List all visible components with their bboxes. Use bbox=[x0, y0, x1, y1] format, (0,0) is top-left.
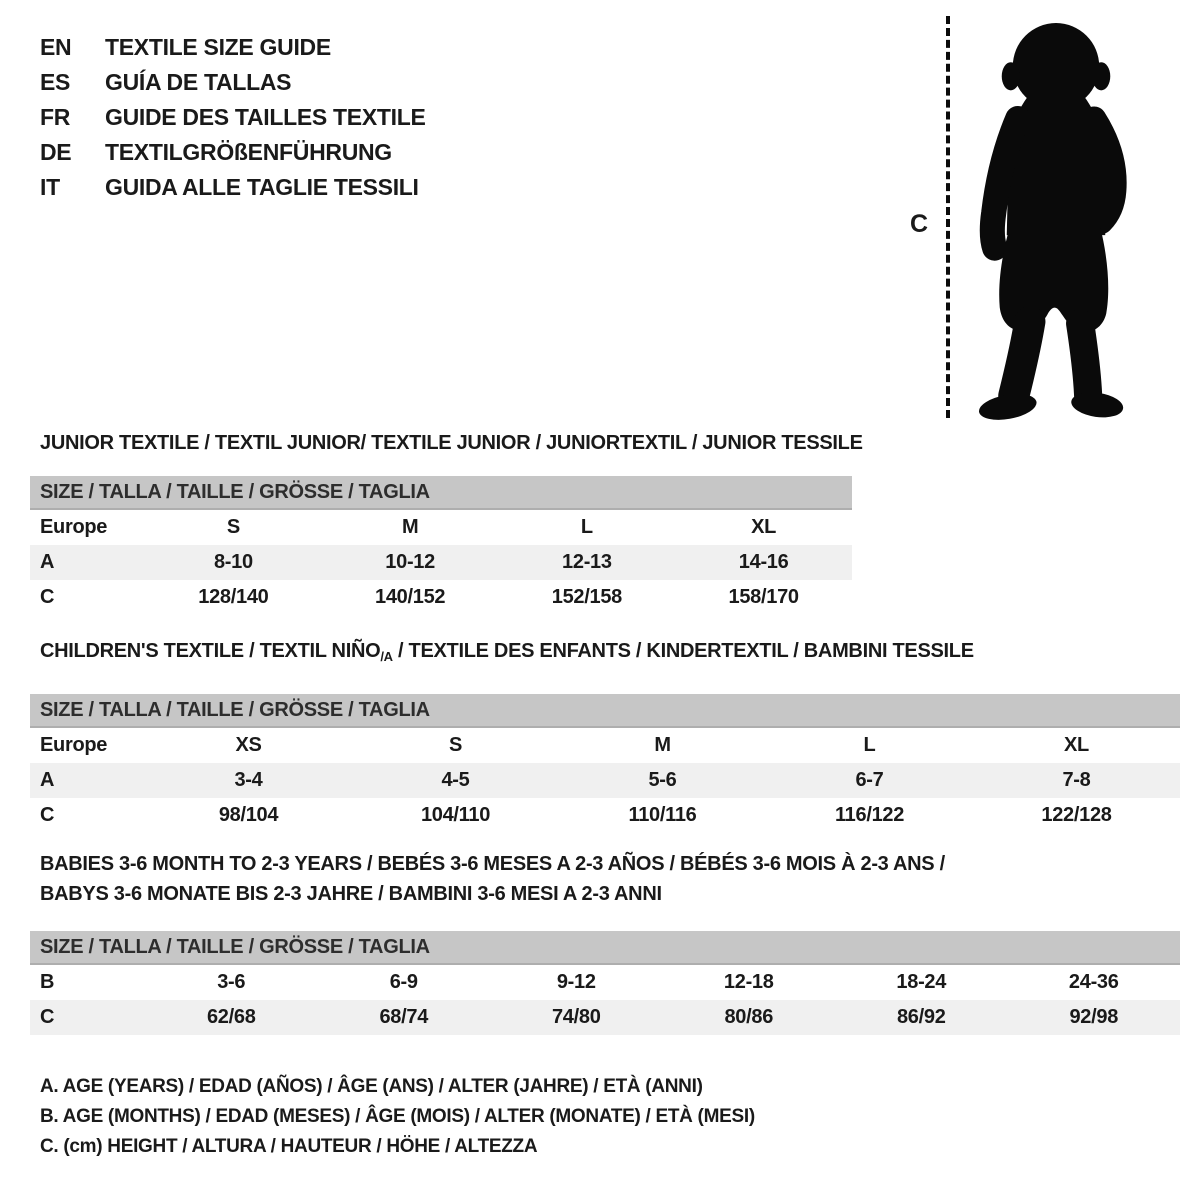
height-cell: 80/86 bbox=[724, 1006, 774, 1028]
legend-line-c: C. (cm) HEIGHT / ALTURA / HAUTEUR / HÖHE / ALTEZZA bbox=[40, 1136, 538, 1157]
legend-line-b: B. AGE (MONTHS) / EDAD (MESES) / ÂGE (MOIS) / ALTER (MONATE) / ETÀ (MESI) bbox=[40, 1106, 755, 1127]
height-cell: 98/104 bbox=[218, 804, 279, 826]
height-dashed-line bbox=[946, 16, 950, 418]
table-row bbox=[30, 728, 1180, 763]
language-code: ES bbox=[40, 69, 71, 95]
size-cell: XL bbox=[1064, 734, 1089, 756]
age-cell: 4-5 bbox=[441, 769, 470, 791]
childrens-textile-section bbox=[30, 639, 1180, 833]
babies-section-title bbox=[30, 849, 1180, 909]
months-cell: 24-36 bbox=[1068, 971, 1119, 993]
junior-textile-section bbox=[30, 431, 863, 615]
language-title: TEXTILGRÖßENFÜHRUNG bbox=[105, 139, 392, 165]
table-row bbox=[30, 580, 852, 615]
language-title-list bbox=[40, 30, 426, 205]
size-cell: M bbox=[401, 516, 419, 538]
language-code: DE bbox=[40, 139, 72, 165]
age-cell: 12-13 bbox=[562, 551, 612, 573]
babies-textile-section bbox=[30, 849, 1180, 1035]
row-label: A bbox=[40, 551, 55, 573]
height-cell: 158/170 bbox=[728, 586, 799, 608]
table-row bbox=[30, 763, 1180, 798]
row-label: Europe bbox=[40, 516, 108, 538]
row-label: C bbox=[40, 586, 55, 608]
size-cell: XS bbox=[235, 734, 262, 756]
language-title: TEXTILE SIZE GUIDE bbox=[105, 34, 331, 60]
height-cell: 104/110 bbox=[420, 804, 491, 826]
height-cell: 116/122 bbox=[834, 804, 905, 826]
babies-size-header-bar: SIZE / TALLA / TAILLE / GRÖSSE / TAGLIA bbox=[30, 931, 1180, 965]
age-cell: 3-4 bbox=[234, 769, 263, 791]
age-cell: 7-8 bbox=[1062, 769, 1091, 791]
language-title: GUIDE DES TAILLES TEXTILE bbox=[105, 104, 426, 130]
title-subscript: /A bbox=[380, 649, 393, 664]
language-row-it bbox=[40, 170, 426, 205]
table-row bbox=[30, 545, 852, 580]
height-cell: 62/68 bbox=[206, 1006, 256, 1028]
language-row-en bbox=[40, 30, 426, 65]
row-label: A bbox=[40, 769, 55, 791]
legend-line-a: A. AGE (YEARS) / EDAD (AÑOS) / ÂGE (ANS) / ALTER (JAHRE) / ETÀ (ANNI) bbox=[40, 1076, 703, 1097]
childrens-section-title bbox=[30, 639, 1180, 669]
size-cell: S bbox=[226, 516, 240, 538]
childrens-size-header-bar: SIZE / TALLA / TAILLE / GRÖSSE / TAGLIA bbox=[30, 694, 1180, 728]
size-cell: M bbox=[654, 734, 671, 756]
language-code: IT bbox=[40, 174, 60, 200]
junior-size-header-bar: SIZE / TALLA / TAILLE / GRÖSSE / TAGLIA bbox=[30, 476, 852, 510]
age-cell: 8-10 bbox=[213, 551, 253, 573]
title-text: CHILDREN'S TEXTILE / TEXTIL NIÑO bbox=[40, 640, 381, 662]
junior-section-title: JUNIOR TEXTILE / TEXTIL JUNIOR/ TEXTILE JUNIOR / JUNIORTEXTIL / JUNIOR TESSILE bbox=[40, 432, 863, 454]
row-label: Europe bbox=[40, 734, 108, 756]
months-cell: 9-12 bbox=[556, 971, 596, 993]
size-cell: XL bbox=[751, 516, 777, 538]
height-cell: 74/80 bbox=[551, 1006, 601, 1028]
toddler-silhouette-icon bbox=[962, 14, 1150, 426]
language-row-de bbox=[40, 135, 426, 170]
measure-legend bbox=[40, 1072, 755, 1162]
months-cell: 3-6 bbox=[217, 971, 246, 993]
language-title: GUIDA ALLE TAGLIE TESSILI bbox=[105, 174, 419, 200]
height-cell: 140/152 bbox=[375, 586, 446, 608]
table-row bbox=[30, 798, 1180, 833]
age-cell: 6-7 bbox=[855, 769, 884, 791]
age-cell: 14-16 bbox=[738, 551, 789, 573]
table-row bbox=[30, 965, 1180, 1000]
table-row bbox=[30, 1000, 1180, 1035]
babies-title-line2: BABYS 3-6 MONATE BIS 2-3 JAHRE / BAMBINI 3-6 MESI A 2-3 ANNI bbox=[40, 883, 662, 905]
height-cell: 152/158 bbox=[551, 586, 622, 608]
height-cell: 128/140 bbox=[198, 586, 269, 608]
height-cell: 68/74 bbox=[379, 1006, 429, 1028]
size-cell: S bbox=[448, 734, 463, 756]
height-measure-label: C bbox=[910, 210, 928, 238]
title-text: / TEXTILE DES ENFANTS / KINDERTEXTIL / BAMBINI TESSILE bbox=[392, 640, 974, 662]
height-cell: 110/116 bbox=[628, 804, 697, 826]
months-cell: 6-9 bbox=[389, 971, 418, 993]
height-cell: 86/92 bbox=[896, 1006, 946, 1028]
language-code: EN bbox=[40, 34, 72, 60]
size-cell: L bbox=[580, 516, 593, 538]
height-cell: 92/98 bbox=[1069, 1006, 1119, 1028]
language-row-es bbox=[40, 65, 426, 100]
months-cell: 12-18 bbox=[723, 971, 774, 993]
language-code: FR bbox=[40, 104, 71, 130]
babies-title-line1: BABIES 3-6 MONTH TO 2-3 YEARS / BEBÉS 3-6 MESES A 2-3 AÑOS / BÉBÉS 3-6 MOIS À 2-3 ANS / bbox=[40, 853, 945, 875]
height-measure-figure bbox=[900, 12, 1180, 430]
size-cell: L bbox=[863, 734, 876, 756]
height-cell: 122/128 bbox=[1041, 804, 1112, 826]
row-label: B bbox=[40, 971, 55, 993]
age-cell: 5-6 bbox=[648, 769, 677, 791]
language-row-fr bbox=[40, 100, 426, 135]
months-cell: 18-24 bbox=[896, 971, 947, 993]
language-title: GUÍA DE TALLAS bbox=[105, 69, 292, 95]
table-row bbox=[30, 510, 852, 545]
row-label: C bbox=[40, 1006, 55, 1028]
age-cell: 10-12 bbox=[385, 551, 435, 573]
row-label: C bbox=[40, 804, 55, 826]
